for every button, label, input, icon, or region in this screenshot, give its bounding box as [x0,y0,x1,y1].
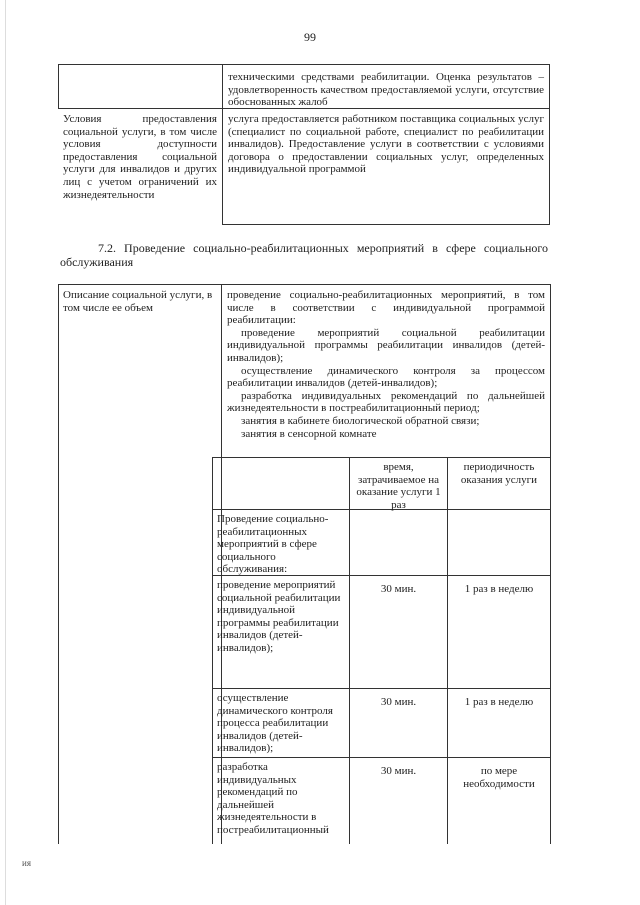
section-heading [60,241,548,269]
table-cell-result: техническими средствами реабилитации. Оценка результатов – удовлетворенность качеством предоставляемой услуги, отсутствие обоснованных жалоб [228,71,544,109]
table-row-name: разработка индивидуальных рекомендаций по дальнейшей жизнедеятельности в постреабилитационный [217,761,329,836]
description-line: проведение социально-реабилитационных мероприятий, в том числе в соответствии с индивидуальной программой реабилитации: [227,289,545,327]
page-binding-edge [5,0,6,905]
table-row-frequency: 1 раз в неделю [464,583,534,595]
description-line: проведение мероприятий социальной реабилитации индивидуальной программы реабилитации инвалидов (детей-инвалидов); [227,326,545,364]
table-row-time: 30 мин. [380,696,417,708]
table-cell-conditions-value: услуга предоставляется работником поставщика социальных услуг (специалист по социальной работе, специалист по реабилитации инвалидов). Предоставление услуги в соответствии с условиями договора о предоставлении социальных услуг, определенных индивидуальной программой [228,113,544,176]
table-cell-description-label: Описание социальной услуги, в том числе ее объем [63,289,213,314]
page-number: 99 [304,30,316,44]
description-text [224,288,548,441]
table-row-frequency: по мере необходимости [463,765,535,790]
description-line: осуществление динамического контроля за процессом реабилитации инвалидов (детей-инвалидов); [227,364,545,390]
footer-mark: ия [22,858,31,868]
table-row-frequency: 1 раз в неделю [464,696,534,708]
description-line: занятия в сенсорной комнате [241,427,377,440]
table-row-time: 30 мин. [380,583,417,595]
section-title: Проведение социально-реабилитационных мероприятий в сфере социального обслуживания [60,241,549,269]
description-line: занятия в кабинете биологической обратной связи; [241,414,480,427]
column-header-time: время, затрачиваемое на оказание услуги 1 раз [356,461,441,511]
description-line: разработка индивидуальных рекомендаций по дальнейшей жизнедеятельности в постреабилитационный период; [227,389,545,415]
table-row-name: проведение мероприятий социальной реабилитации индивидуальной программы реабилитации инвалидов (детей-инвалидов); [217,579,341,654]
table-row-name: осуществление динамического контроля процесса реабилитации инвалидов (детей-инвалидов); [217,692,333,755]
section-number: 7.2. [98,241,116,255]
table-row-name: Проведение социально-реабилитационных мероприятий в сфере социального обслуживания: [217,513,329,576]
table-cell-conditions-label: Условия предоставления социальной услуги, в том числе условия доступности предоставления социальной услуги для инвалидов и других лиц с учетом ограничений их жизнедеятельности [63,113,217,201]
column-header-frequency: периодичность оказания услуги [460,461,538,486]
table-row-time: 30 мин. [380,765,417,777]
